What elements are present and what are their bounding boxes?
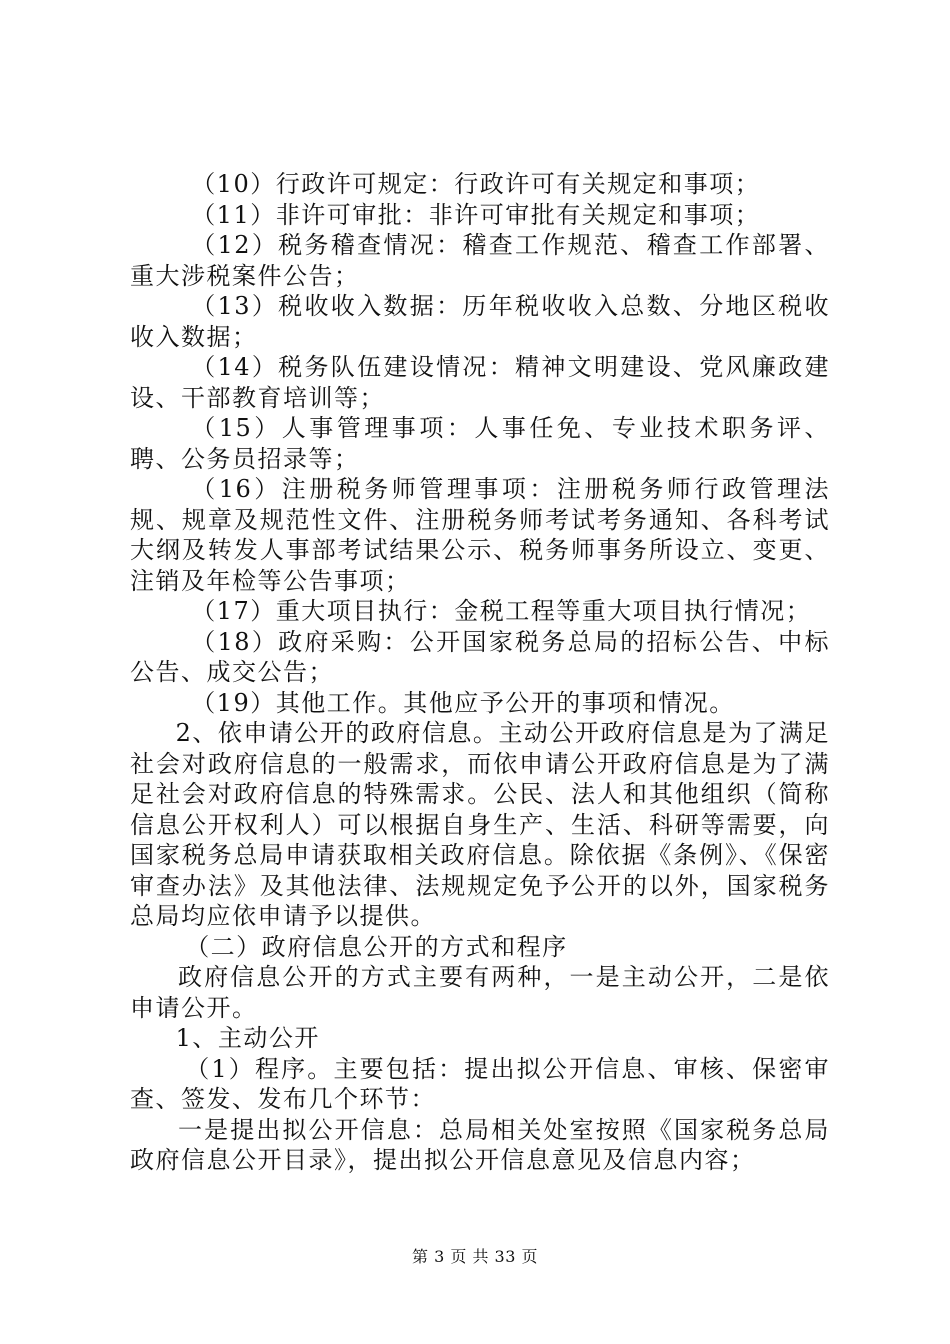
paragraph: （10）行政许可规定：行政许可有关规定和事项； (191, 170, 761, 198)
paragraph: （12）税务稽查情况：稽查工作规范、稽查工作部署、重大涉税案件公告； (130, 231, 830, 290)
paragraph: 2、依申请公开的政府信息。主动公开政府信息是为了满足社会对政府信息的一般需求，而依申请公开政府信息是为了满足社会对政府信息的特殊需求。公民、法人和其他组织（简称信息公开权利人）可以根据自身生产、生活、科研等需要，向国家税务总局申请获取相关政府信息。除依据《条例》、《保密审查办法》及其他法律、法规规定免予公开的以外，国家税务总局均应依申请予以提供。 (130, 719, 830, 930)
paragraph: （1）程序。主要包括：提出拟公开信息、审核、保密审查、签发、发布几个环节： (130, 1054, 830, 1113)
paragraph: （19）其他工作。其他应予公开的事项和情况。 (191, 688, 735, 717)
paragraph: （13）税收收入数据：历年税收收入总数、分地区税收收入数据； (130, 292, 830, 351)
paragraph: 政府信息公开的方式主要有两种，一是主动公开，二是依申请公开。 (130, 963, 830, 1022)
document-body (130, 169, 830, 1176)
paragraph: 1、主动公开 (175, 1024, 320, 1052)
paragraph: （二）政府信息公开的方式和程序 (185, 932, 568, 961)
paragraph: （16）注册税务师管理事项：注册税务师行政管理法规、规章及规范性文件、注册税务师考试考务通知、各科考试大纲及转发人事部考试结果公示、税务师事务所设立、变更、注销及年检等公告事项； (130, 475, 830, 595)
paragraph: （17）重大项目执行：金税工程等重大项目执行情况； (191, 597, 812, 625)
paragraph: （11）非许可审批：非许可审批有关规定和事项； (191, 200, 761, 229)
paragraph: 一是提出拟公开信息：总局相关处室按照《国家税务总局政府信息公开目录》，提出拟公开信息意见及信息内容； (130, 1115, 830, 1174)
page-footer: 第 3 页 共 33 页 (412, 1247, 538, 1266)
paragraph: （15）人事管理事项：人事任免、专业技术职务评、聘、公务员招录等； (130, 414, 830, 473)
paragraph: （14）税务队伍建设情况：精神文明建设、党风廉政建设、干部教育培训等； (130, 353, 830, 412)
paragraph: （18）政府采购：公开国家税务总局的招标公告、中标公告、成交公告； (130, 627, 830, 686)
